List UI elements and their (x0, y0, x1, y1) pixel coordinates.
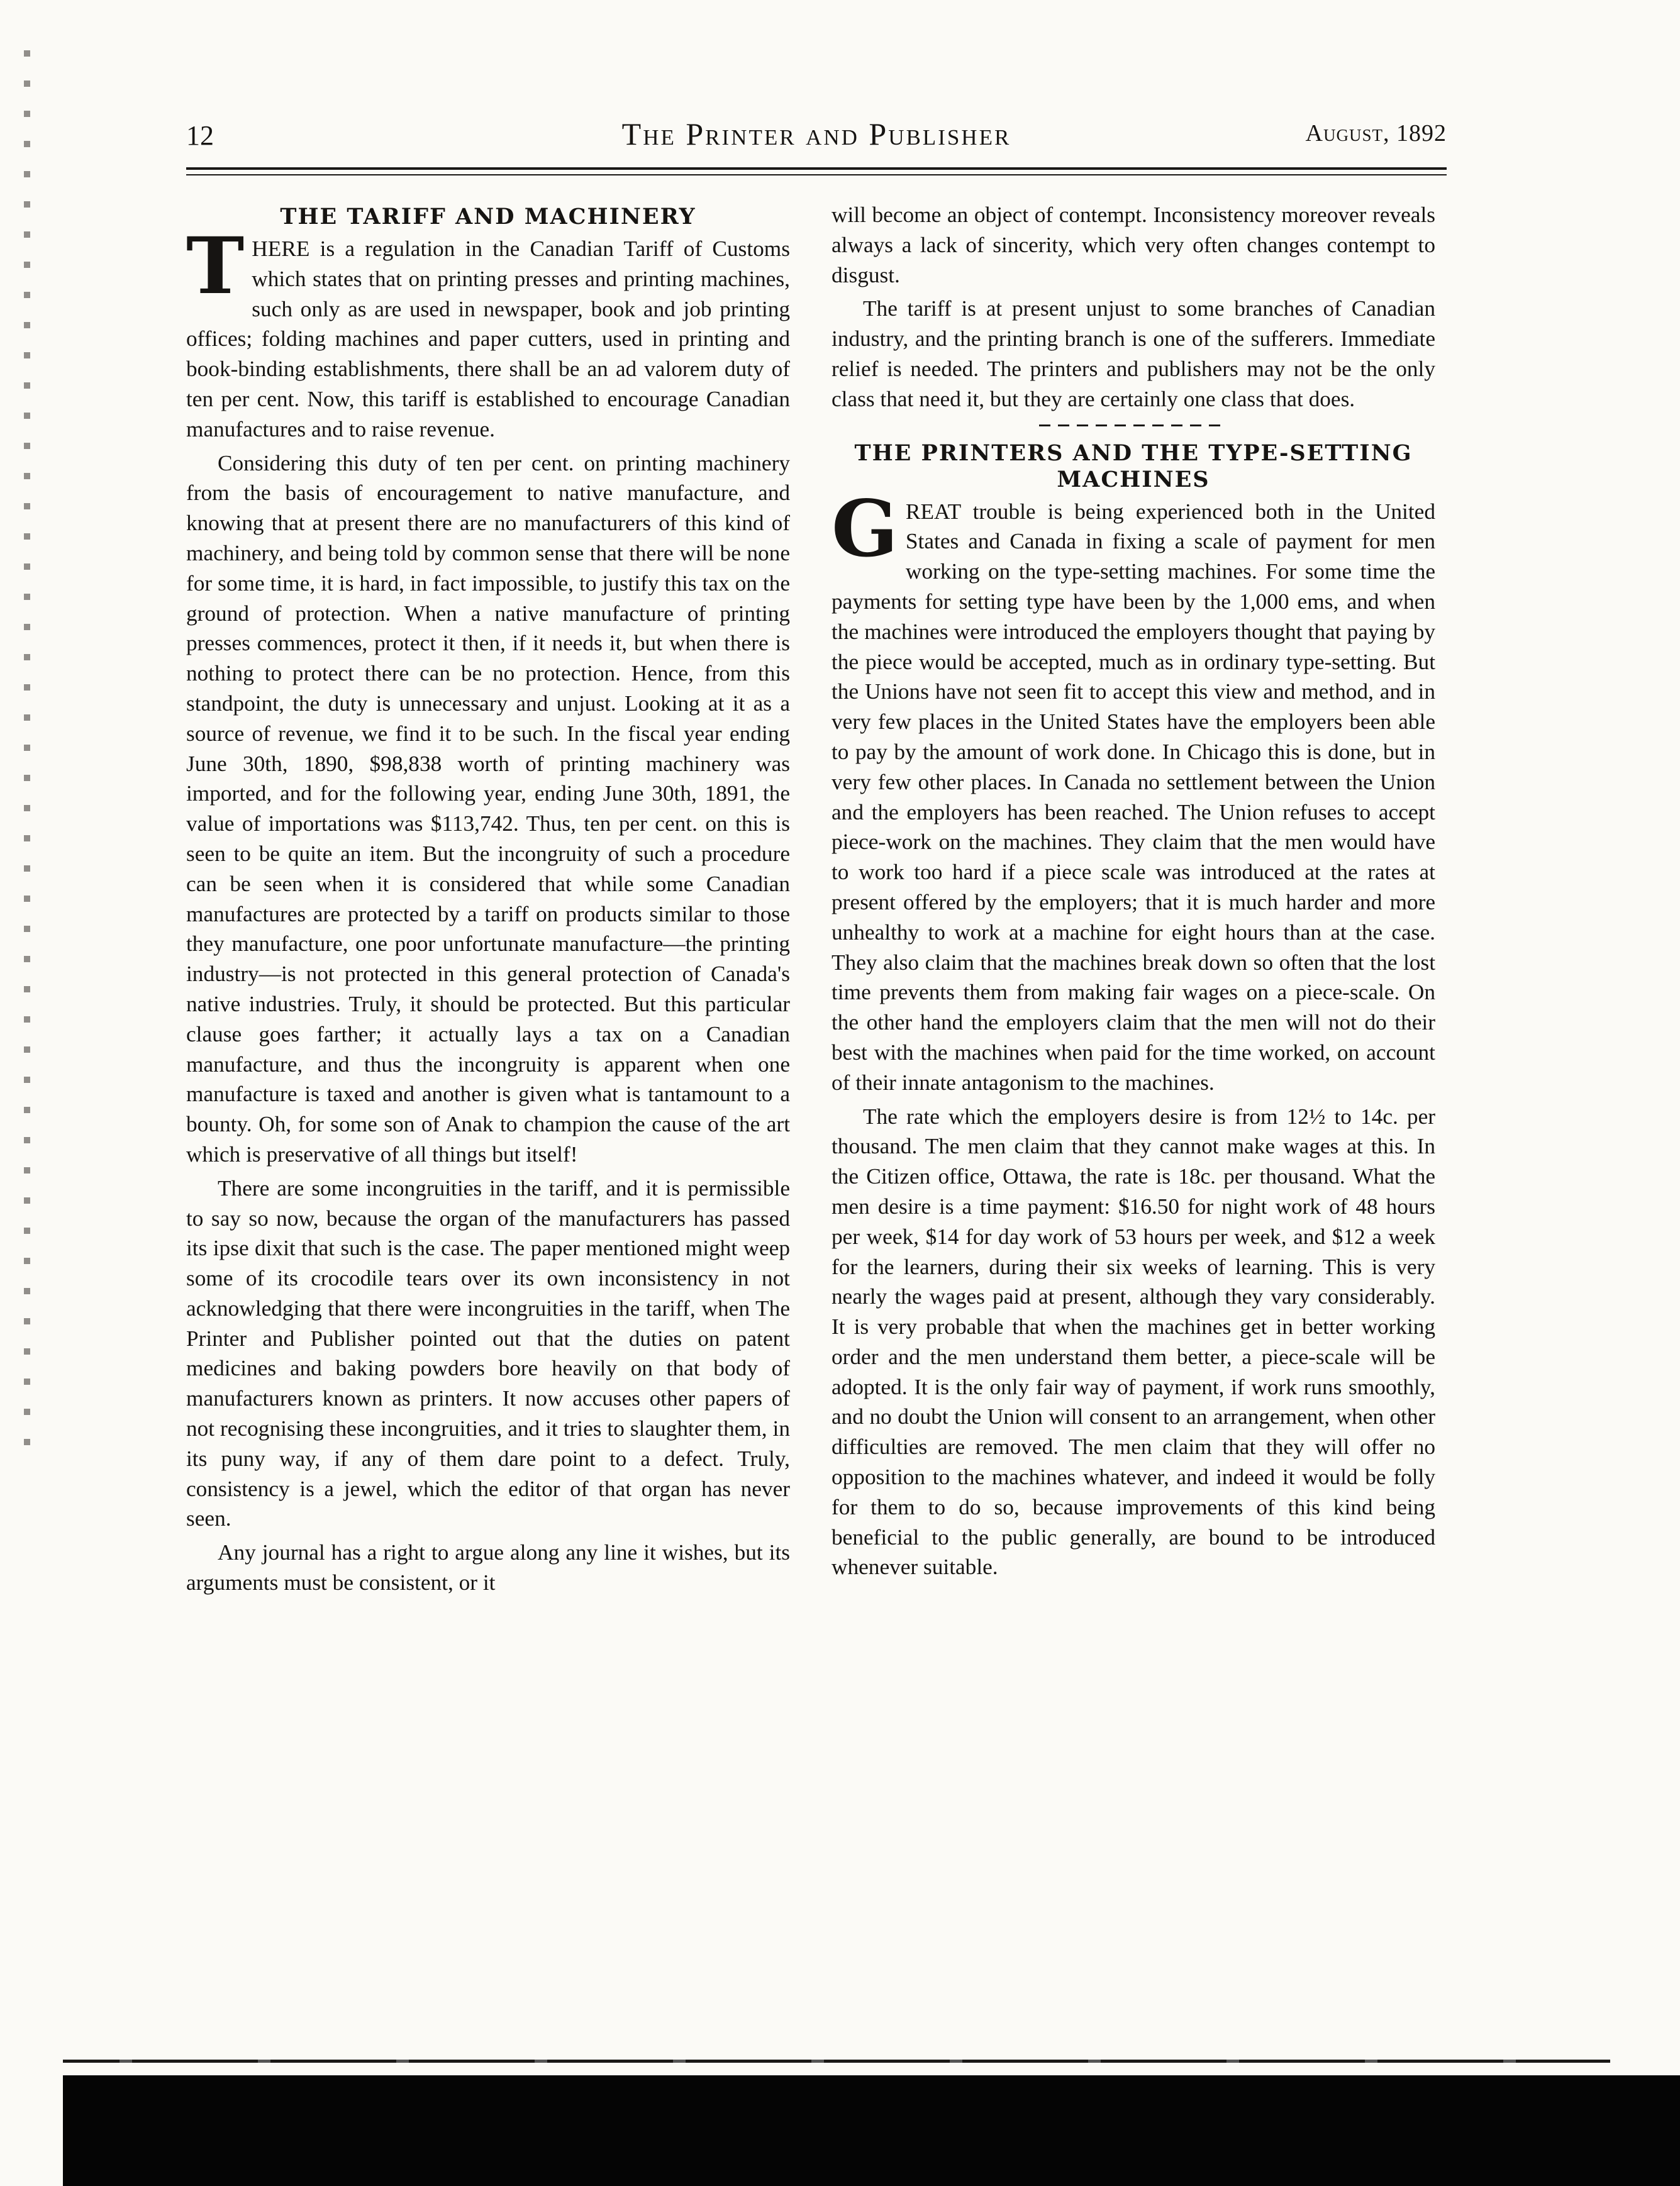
header-rule-thick (186, 167, 1447, 170)
scan-edge-marks (24, 50, 30, 1465)
left-column (186, 200, 790, 1602)
article-heading-type-setting: THE PRINTERS AND THE TYPE-SETTING MACHINES (854, 440, 1413, 492)
article-paragraph (186, 221, 790, 445)
article-paragraph: There are some incongruities in the tariff, and it is permissible to say so now, because the organ of the manufacturers has passed its ipse dixit that such is the case. The paper mentioned might weep some of its crocodile tears over its own inconsistency in not acknowledging that there were incongruities in the tariff, when The Printer and Publisher pointed out that the duties on patent medicines and baking powders bore heavily on that body of manufacturers known as printers. It now accuses other papers of not recognising these incongruities, and it tries to slaughter them, in its puny way, if any of them dare point to a defect. Truly, consistency is a jewel, which the editor of that organ has never seen. (186, 1175, 790, 1531)
article-paragraph-continued: will become an object of contempt. Inconsistency moreover reveals always a lack of sincerity, which very often changes contempt to disgust. (832, 203, 1435, 287)
article-paragraph: The rate which the employers desire is from 12½ to 14c. per thousand. The men claim that they cannot make wages at this. In the Citizen office, Ottawa, the rate is 18c. per thousand. What the men desire is a time payment: $16.50 for night work of 48 hours per week, $14 for day work of 53 hours per week, and $12 a week for the learners, during their six weeks of learning. This is very nearly the wages paid at present, although they vary considerably. It is very probable that when the machines get in better working order and the men understand them better, a piece-scale will be adopted. It is the only fair way of payment, if work runs smoothly, and no doubt the Union will consent to an arrangement, when other difficulties are removed. The men claim that they will offer no opposition to the machines whatever, and indeed it would be folly for them to do so, because improvements of this kind being beneficial to the public generally, are bound to be introduced whenever suitable. (832, 1104, 1435, 1580)
paragraph-text: HERE is a regulation in the Canadian Tariff of Customs which states that on printing presses and printing machines, such only as are used in newspaper, book and job printing offices; folding machines and paper cutters, used in printing and book-binding establishments, there shall be an ad valorem duty of ten per cent. Now, this tariff is established to encourage Canadian manufactures and to raise revenue. (186, 236, 790, 441)
publication-title: The Printer and Publisher (621, 116, 1011, 152)
section-divider (1039, 424, 1228, 426)
page-header (186, 112, 1447, 156)
footer-rule (63, 2060, 1610, 2063)
scan-bottom-band (63, 2075, 1680, 2186)
article-paragraph: Considering this duty of ten per cent. on printing machinery from the basis of encouragement to native manufacture, and knowing that at present there are no manufacturers of this kind of machinery, and being told by common sense that there will be none for some time, it is hard, in fact impossible, to justify this tax on the ground of protection. When a native manufacture of printing presses commences, protect it then, if it needs it, but when there is nothing to protect there can be no protection. Hence, from this standpoint, the duty is unnecessary and unjust. Looking at it as a source of revenue, we find it to be such. In the fiscal year ending June 30th, 1890, $98,838 worth of printing machinery was imported, and for the following year, ending June 30th, 1891, the value of importations was $113,742. Thus, ten per cent. on this is seen to be quite an item. But the incongruity of such a procedure can be seen when it is considered that while some Canadian manufactures are protected by a tariff on products similar to those they manufacture, one poor unfortunate manufacture—the printing industry—is not protected in this general protection of Canada's native industries. Truly, it should be protected. But this particular clause goes farther; it actually lays a tax on a Canadian manufacture, and thus the incongruity is apparent when one manufacture is taxed and another is given what is tantamount to a bounty. Oh, for some son of Anak to champion the cause of the art which is preservative of all things but itself! (186, 450, 790, 1167)
paragraph-text: REAT trouble is being experienced both in the United States and Canada in fixing a scale of payment for men working on the type-setting machines. For some time the payments for setting type have been by the 1,000 ems, and when the machines were introduced the employers thought that paying by the piece would be accepted, much as in ordinary type-setting. But the Unions have not seen fit to accept this view and method, and in very few places in the United States have the employers been able to pay by the amount of work done. In Chicago this is done, but in very few other places. In Canada no settlement between the Union and the employers has been reached. The Union refuses to accept piece-work on the machines. They claim that the men would have to work too hard if a piece scale was introduced at the rates at present offered by the employers; that it is much harder and more unhealthy to work at a machine for eight hours than at the case. They also claim that the machines break down so often that the lost time prevents them from making fair wages on a piece-scale. On the other hand the employers claim that the men will not do their best with the machines when paid for the time worked, on account of their innate antagonism to the machines. (832, 499, 1435, 1095)
article-heading-tariff: THE TARIFF AND MACHINERY (280, 204, 696, 230)
article-paragraph: Any journal has a right to argue along any line it wishes, but its arguments must be consistent, or it (186, 1540, 790, 1595)
right-column (832, 200, 1435, 1586)
article-paragraph (832, 483, 1435, 1098)
header-rule-thin (186, 174, 1447, 175)
article-paragraph: The tariff is at present unjust to some branches of Canadian industry, and the printing branch is one of the sufferers. Immediate relief is needed. The printers and publishers may not be the only class that need it, but they are certainly one class that does. (832, 296, 1435, 411)
drop-cap-letter: G (832, 483, 898, 575)
page-number: 12 (186, 120, 214, 151)
issue-date: August, 1892 (1305, 120, 1447, 147)
drop-cap-letter: T (186, 221, 245, 312)
